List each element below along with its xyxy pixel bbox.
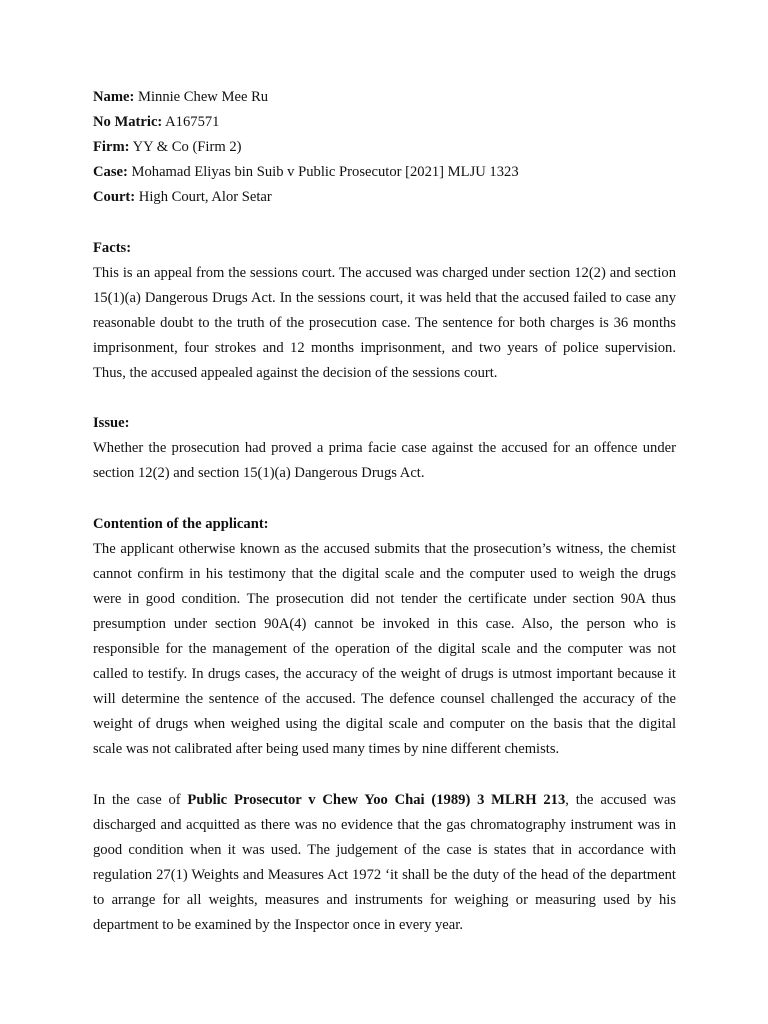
case-ref-text: , the accused was discharged and acquitted as there was no evidence that the gas chromatography instrument was in good condition when it was used. The judgement of the case is states that in accordance with regulation 27(1) Weights and Measures Act 1972 ‘it shall be the duty of the head of the department to arrange for all weights, measures and instruments for weighing or measuring used by his department to be examined by the Inspector once in every year.	[93, 791, 676, 934]
section-spacer	[93, 386, 676, 411]
case-reference-paragraph	[93, 788, 676, 939]
firm-line	[93, 135, 676, 160]
issue-paragraph: Whether the prosecution had proved a prima facie case against the accused for an offence under section 12(2) and section 15(1)(a) Dangerous Drugs Act.	[93, 440, 676, 482]
firm-value: YY & Co (Firm 2)	[129, 139, 242, 156]
case-label: Case:	[93, 164, 128, 181]
firm-label: Firm:	[93, 139, 130, 156]
section-spacer	[93, 763, 676, 788]
matric-value: A167571	[162, 114, 220, 131]
case-ref-case-name: Public Prosecutor v Chew Yoo Chai (1989) 3 MLRH 213	[187, 791, 566, 808]
name-label: Name:	[93, 89, 135, 105]
case-line	[93, 160, 676, 185]
section-spacer	[93, 487, 676, 512]
matric-label: No Matric:	[93, 114, 163, 131]
court-label: Court:	[93, 189, 136, 206]
contention-heading: Contention of the applicant:	[93, 515, 269, 532]
name-value: Minnie Chew Mee Ru	[134, 89, 269, 105]
document-page	[93, 85, 676, 938]
matric-line	[93, 110, 676, 135]
facts-heading: Facts:	[93, 239, 132, 256]
court-value: High Court, Alor Setar	[135, 189, 272, 206]
contention-paragraph: The applicant otherwise known as the accused submits that the prosecution’s witness, the chemist cannot confirm in his testimony that the digital scale and the computer used to weigh the drugs were in good condition. The prosecution did not tender the certificate under section 90A thus presumption under section 90A(4) cannot be invoked in this case. Also, the person who is responsible for the management of the operation of the digital scale and the computer was not called to testify. In drugs cases, the accuracy of the weight of drugs is utmost important because it will determine the sentence of the accused. The defence counsel challenged the accuracy of the weight of drugs when weighed using the digital scale and computer on the basis that the digital scale was not calibrated after being used many times by nine different chemists.	[93, 540, 676, 758]
facts-paragraph: This is an appeal from the sessions court. The accused was charged under section 12(2) and section 15(1)(a) Dangerous Drugs Act. In the sessions court, it was held that the accused failed to case any reasonable doubt to the truth of the prosecution case. The sentence for both charges is 36 months imprisonment, four strokes and 12 months imprisonment, and two years of police supervision. Thus, the accused appealed against the decision of the sessions court.	[93, 264, 676, 382]
issue-heading: Issue:	[93, 415, 130, 432]
court-line	[93, 185, 676, 210]
case-value: Mohamad Eliyas bin Suib v Public Prosecutor [2021] MLJU 1323	[127, 164, 519, 181]
case-ref-intro: In the case of	[93, 791, 188, 808]
section-spacer	[93, 210, 676, 235]
name-line	[93, 85, 676, 110]
